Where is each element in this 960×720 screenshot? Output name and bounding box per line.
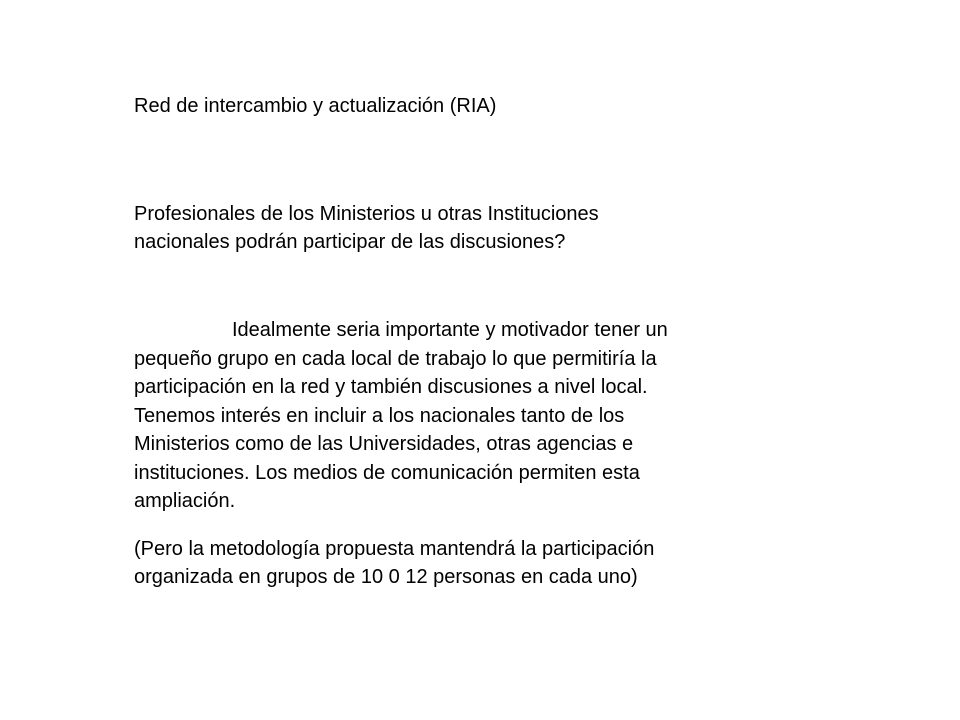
answer-line: Tenemos interés en incluir a los nacionales tanto de los xyxy=(134,404,625,427)
note-line: organizada en grupos de 10 0 12 personas en cada uno) xyxy=(134,566,638,588)
answer-line: Idealmente seria importante y motivador tener un xyxy=(232,319,668,341)
question-line: nacionales podrán participar de las discusiones? xyxy=(134,231,566,253)
answer-paragraph xyxy=(134,316,794,516)
answer-line: ampliación. xyxy=(134,490,236,512)
note-paragraph xyxy=(134,535,794,591)
answer-line: Ministerios como de las Universidades, otras agencias e xyxy=(134,433,634,455)
answer-line: pequeño grupo en cada local de trabajo lo que permitiría la xyxy=(134,347,657,370)
slide-title: Red de intercambio y actualización (RIA) xyxy=(134,95,497,117)
note-line: (Pero la metodología propuesta mantendrá la participación xyxy=(134,538,655,560)
question-paragraph xyxy=(134,200,774,256)
question-line: Profesionales de los Ministerios u otras Instituciones xyxy=(134,203,599,225)
answer-line: instituciones. Los medios de comunicación permiten esta xyxy=(134,461,640,484)
answer-line: participación en la red y también discusiones a nivel local. xyxy=(134,376,648,398)
